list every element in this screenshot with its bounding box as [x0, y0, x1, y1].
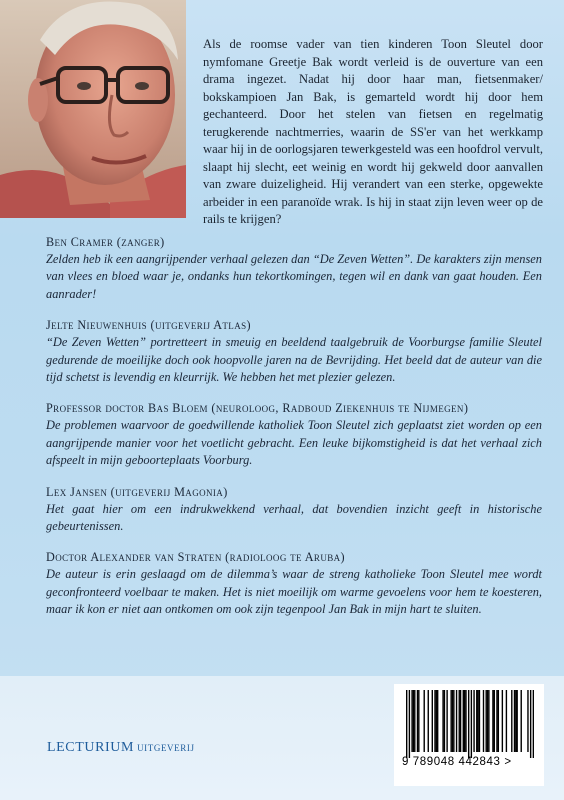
barcode-bar: [424, 690, 425, 752]
barcode-bar: [515, 690, 516, 752]
barcode-bar: [511, 690, 512, 752]
barcode-bar: [471, 690, 472, 758]
reviewer-name: Jelte Nieuwenhuis (uitgeverij Atlas): [46, 318, 251, 333]
review-item: [46, 234, 542, 303]
barcode-bar: [437, 690, 438, 752]
barcode-bar: [453, 690, 454, 752]
author-photo: [0, 0, 186, 218]
review-text: De problemen waarvoor de goedwillende katholiek Toon Sleutel zich geplaatst ziet worden op een aangrijpende manier voor het voetlicht gebracht. Een leuke bijkomstigheid is dat het verhaal zich afspeelt in mijn geboorteplaats Voorburg.: [46, 418, 542, 468]
barcode-bar: [473, 690, 474, 752]
review-text: “De Zeven Wetten” portretteert in smeuig en beeldend taalgebruik de Voorburgse familie Sleutel gedurende de moeilijke doch ook hoopvolle jaren na de Bevrijding. Het beeld dat de auteur van die tijd schetst is levendig en kleurrijk. We hebben het met plezier gelezen.: [46, 335, 542, 385]
reviewer-name: Doctor Alexander van Straten (radioloog te Aruba): [46, 550, 345, 565]
barcode-bar: [418, 690, 419, 752]
reviewer-name: Ben Cramer (zanger): [46, 235, 165, 249]
barcode-bar: [487, 690, 488, 752]
review-item: [46, 484, 542, 536]
barcode-bar: [464, 690, 465, 752]
review-item: [46, 317, 542, 386]
barcode-bar: [516, 690, 517, 752]
review-item: [46, 549, 542, 618]
barcode-bar: [417, 690, 418, 752]
book-synopsis: Als de roomse vader van tien kinderen Toon Sleutel door nymfomane Greetje Bak wordt verleid is de ouverture van een drama ingezet. Nadat hij door haar man, fietsenmaker/ bokskampioen Jan Bak, is gemarteld wordt hij door hem gechanteerd. Door het stelen van fietsen en regelmatig terugkerende nachtmerries, waarin de SS'er van het werkkamp waar hij in de oorlogsjaren tewerkgesteld was een hoofdrol vervult, slaapt hij slecht, eet weinig en wordt hij gekweld door aanvallen van zware duizeligheid. Hij verandert van een sterke, opgewekte arbeider in een paranoïde wrak. Is hij in staat zijn leven weer op de rails te krijgen?: [203, 37, 543, 226]
barcode-bar: [485, 690, 486, 752]
barcode-bar: [442, 690, 443, 752]
barcode-bar: [530, 690, 531, 758]
barcode-bar: [452, 690, 453, 752]
barcode-bar: [514, 690, 515, 752]
barcode-bar: [468, 690, 469, 758]
isbn-barcode: [394, 684, 544, 786]
barcode-bar: [444, 690, 445, 752]
barcode-bar: [428, 690, 429, 752]
barcode-bar: [527, 690, 528, 752]
barcode-bar: [477, 690, 478, 752]
barcode-bar: [483, 690, 484, 752]
publisher-logo: [47, 739, 195, 756]
barcode-bar: [506, 690, 507, 752]
reviewer-name: Professor doctor Bas Bloem (neuroloog, Radboud Ziekenhuis te Nijmegen): [46, 401, 469, 416]
barcode-bar: [533, 690, 534, 758]
barcode-bar: [465, 690, 466, 752]
barcode-bar: [409, 690, 410, 758]
review-text: De auteur is erin geslaagd om de dilemma’s waar de streng katholieke Toon Sleutel mee wordt geconfronteerd voelbaar te maken. Het is niet moeilijk om warme gevoelens voor hem te koesteren, maar ik kon er niet aan ontkomen om ook zijn tegenpool Jan Bak in mijn hart te sluiten.: [46, 567, 542, 617]
barcode-bar: [496, 690, 497, 752]
barcode-bar: [463, 690, 464, 752]
barcode-bar: [446, 690, 447, 752]
barcode-bar: [460, 690, 461, 752]
barcode-bars: [406, 690, 534, 758]
barcode-bar: [414, 690, 415, 752]
barcode-bar: [456, 690, 457, 752]
barcode-bar: [494, 690, 495, 752]
publisher-brand: LECTURIUM: [47, 740, 135, 755]
barcode-bar: [476, 690, 477, 752]
reviewer-name: Lex Jansen (uitgeverij Magonia): [46, 484, 228, 499]
isbn-digits: 9 789048 442843 >: [402, 756, 512, 768]
barcode-bar: [479, 690, 480, 752]
reviews-list: [46, 234, 542, 633]
publisher-sub: uitgeverij: [137, 739, 195, 754]
barcode-bar: [492, 690, 493, 752]
barcode-bar: [406, 690, 407, 758]
review-text: Het gaat hier om een indrukwekkend verhaal, dat bovendien inzicht geeft in historische gebeurtenissen.: [46, 501, 542, 534]
barcode-bar: [434, 690, 435, 752]
barcode-bar: [459, 690, 460, 752]
barcode-bar: [521, 690, 522, 752]
barcode-bar: [450, 690, 451, 752]
barcode-bar: [502, 690, 503, 752]
barcode-bar: [432, 690, 433, 752]
barcode-bar: [411, 690, 412, 752]
barcode-bar: [488, 690, 489, 752]
barcode-bar: [498, 690, 499, 752]
barcode-bar: [413, 690, 414, 752]
barcode-bar: [436, 690, 437, 752]
review-item: [46, 400, 542, 469]
review-text: Zelden heb ik een aangrijpender verhaal gelezen dan “De Zeven Wetten”. De karakters zijn mensen van vlees en bloed waar je, ondanks hun tekortkomingen, tegen wil en dank van gaat houden. Een aanrader!: [46, 252, 542, 301]
